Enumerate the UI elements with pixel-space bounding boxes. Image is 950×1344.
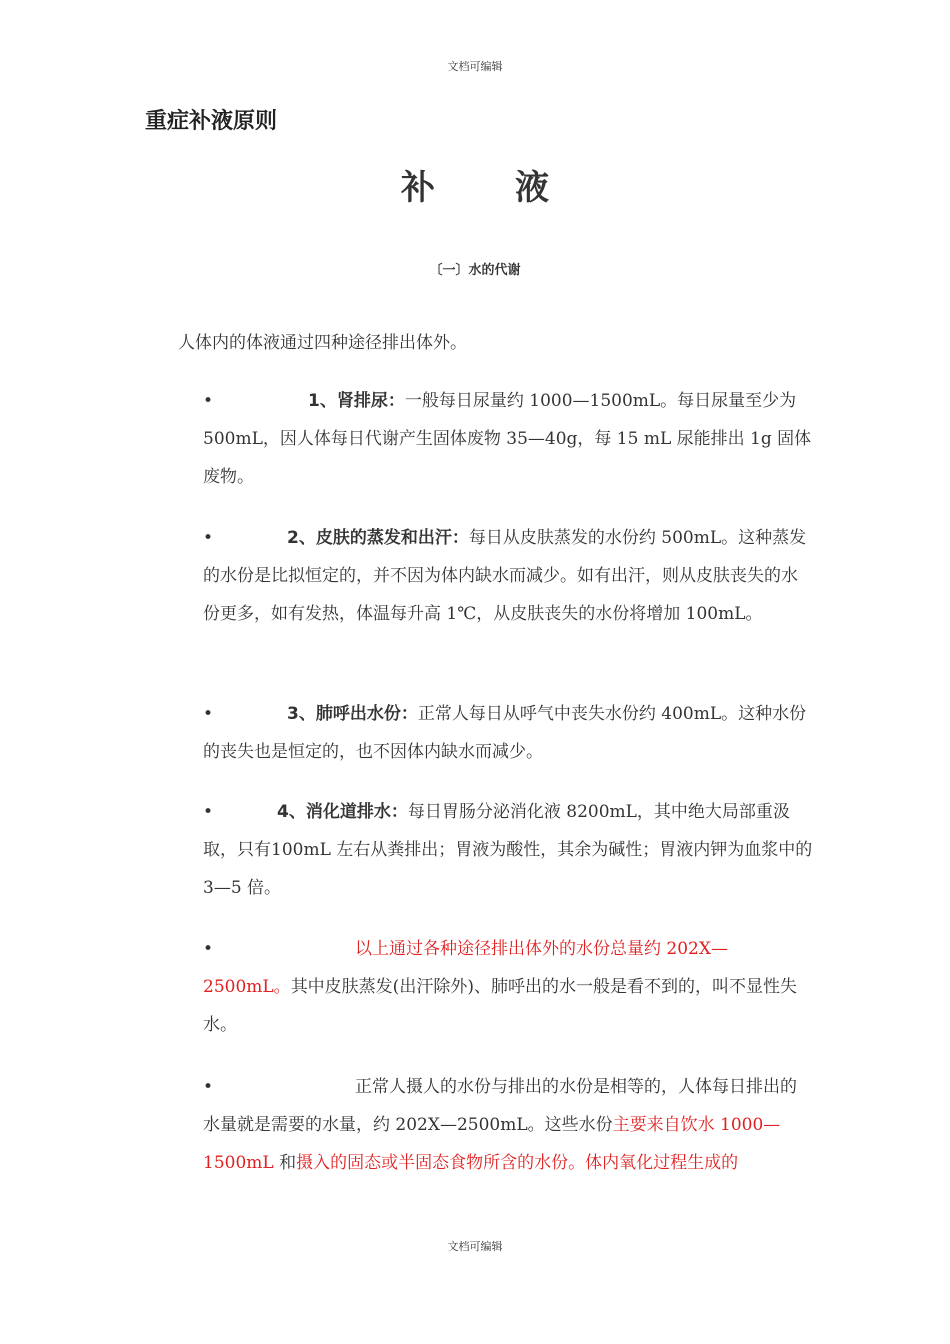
document-title: 重症补液原则 (145, 109, 278, 134)
item-text: 正常人每日从呼气中丧失水份约 400mL。这种水份的丧失也是恒定的，也不因体内缺水而减少。 (203, 704, 807, 762)
intro-paragraph: 人体内的体液通过四种途径排出体外。 (178, 333, 467, 353)
item-label: 1、肾排尿： (308, 391, 405, 411)
item-text: 和 (273, 1153, 297, 1173)
item-label: 4、消化道排水： (277, 802, 408, 822)
bullet-dot: • (203, 939, 214, 959)
list-item-intake (203, 1068, 813, 1182)
bullet-dot: • (203, 1077, 214, 1097)
bullet-dot: • (203, 391, 214, 411)
item-label: 3、肺呼出水份： (287, 704, 418, 724)
highlight-text: 摄入的固态或半固态食物所含的水份。体内氧化过程生成的 (296, 1153, 739, 1173)
bullet-dot: • (203, 704, 214, 724)
main-heading (0, 160, 950, 209)
list-item-kidney (203, 382, 813, 496)
highlight-text: 以上通过各种途径排出体外的水份总量约 202X—2500mL。 (203, 939, 728, 997)
header-note: 文档可编辑 (447, 60, 503, 73)
section-heading: 〔一〕水的代谢 (429, 263, 521, 278)
list-item-skin (203, 519, 813, 633)
main-heading-char-1: 补 (401, 168, 435, 208)
item-text: 每日从皮肤蒸发的水份约 500mL。这种蒸发的水份是比拟恒定的，并不因为体内缺水而减少。如有出汗，则从皮肤丧失的水份更多，如有发热，体温每升高 1℃，从皮肤丧失的水份将增加 100mL。 (203, 528, 807, 624)
footer-note: 文档可编辑 (447, 1240, 503, 1253)
main-heading-char-2: 液 (515, 168, 549, 208)
bullet-dot: • (203, 802, 214, 822)
item-text: 一般每日尿量约 1000—1500mL。每日尿量至少为 500mL，因人体每日代谢产生固体废物 35—40g，每 15 mL 尿能排出 1g 固体废物。 (203, 391, 812, 487)
bullet-dot: • (203, 528, 214, 548)
item-label: 2、皮肤的蒸发和出汗： (287, 528, 469, 548)
item-text: 每日胃肠分泌消化液 8200mL，其中绝大局部重汲取，只有100mL 左右从粪排出；胃液为酸性，其余为碱性；胃液内钾为血浆中的 3—5 倍。 (203, 802, 813, 898)
item-text: 正常人摄人的水份与排出的水份是相等的，人体每日排出的水量就是需要的水量，约 202X—2500mL。这些水份 (203, 1077, 797, 1135)
list-item-lung (203, 695, 813, 771)
list-item-digestive (203, 793, 813, 907)
list-item-summary (203, 930, 813, 1044)
highlight-text: 主要来自饮水 1000—1500mL (203, 1115, 781, 1173)
item-text: 其中皮肤蒸发(出汗除外)、肺呼出的水一般是看不到的，叫不显性失水。 (203, 977, 797, 1035)
